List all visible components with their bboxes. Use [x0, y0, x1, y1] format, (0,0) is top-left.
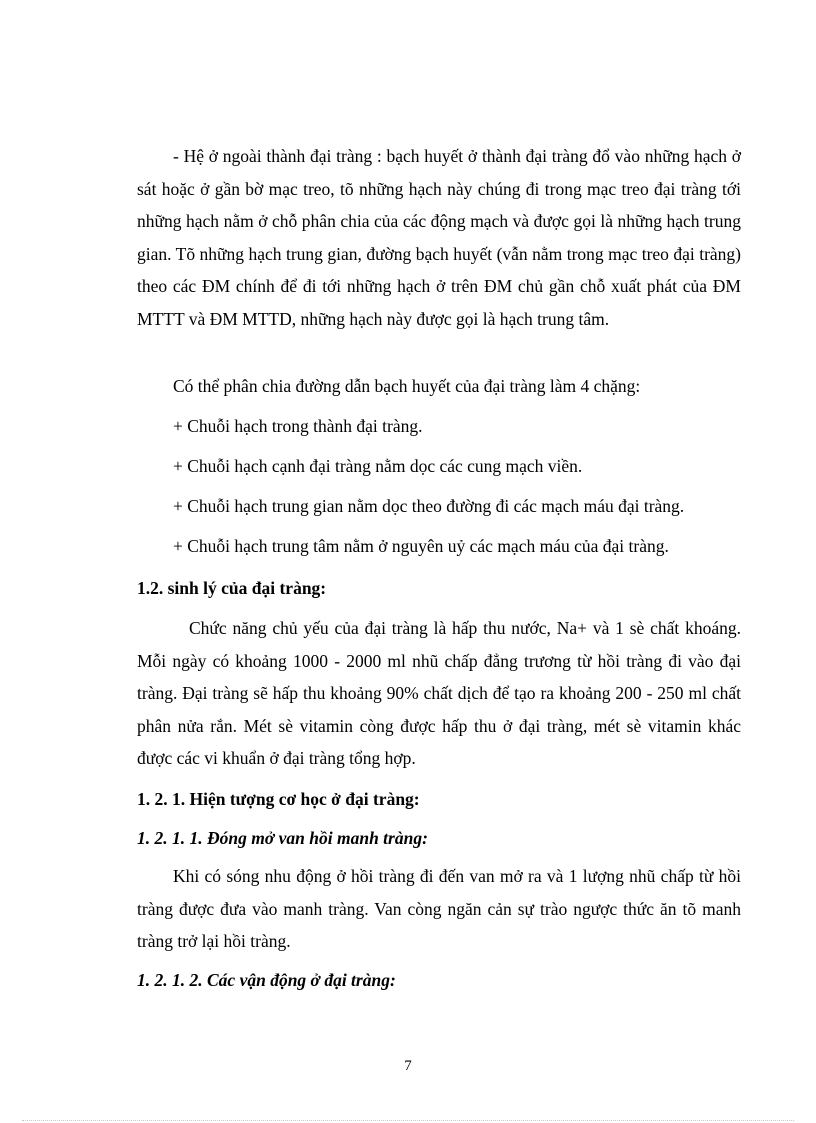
page-number: 7	[404, 1058, 412, 1074]
heading-ileocecal-valve: 1. 2. 1. 1. Đóng mở van hồi manh tràng:	[137, 828, 428, 848]
heading-physiology: 1.2. sinh lý của đại tràng:	[137, 578, 327, 598]
paragraph-ileocecal-valve: Khi có sóng nhu động ở hồi tràng đi đến van mở ra và 1 lượng nhũ chấp từ hồi tràng được đưa vào manh tràng. Van còng ngăn cản sự trào ngược thức ăn tõ manh tràng trở lại hồi tràng.	[137, 866, 741, 951]
heading-mechanical-phenomena: 1. 2. 1. Hiện tượng cơ học ở đại tràng:	[137, 789, 420, 809]
paragraph-lymph-stages-intro: Có thể phân chia đường dẫn bạch huyết của đại tràng làm 4 chặng:	[173, 376, 641, 396]
list-item-stage-4: + Chuỗi hạch trung tâm nằm ở nguyên uỷ các mạch máu của đại tràng.	[173, 536, 669, 556]
heading-colon-movements: 1. 2. 1. 2. Các vận động ở đại tràng:	[137, 970, 396, 990]
list-item-stage-1: + Chuỗi hạch trong thành đại tràng.	[173, 416, 423, 436]
paragraph-physiology: Chức năng chủ yếu của đại tràng là hấp thu nước, Na+ và 1 sè chất khoáng. Mỗi ngày có khoảng 1000 - 2000 ml nhũ chấp đẳng trương từ hồi tràng đi vào đại tràng. Đại tràng sẽ hấp thu khoảng 90% chất dịch để tạo ra khoảng 200 - 250 ml chất phân nửa rắn. Mét sè vitamin còng được hấp thu ở đại tràng, mét sè vitamin khác được các vi khuẩn ở đại tràng tổng hợp.	[137, 618, 741, 768]
list-item-stage-3: + Chuỗi hạch trung gian nằm dọc theo đường đi các mạch máu đại tràng.	[173, 496, 685, 516]
list-item-stage-2: + Chuỗi hạch cạnh đại tràng nằm dọc các cung mạch viền.	[173, 456, 583, 476]
page-bottom-divider	[22, 1120, 794, 1121]
paragraph-lymph-outer-system: - Hệ ở ngoài thành đại tràng : bạch huyết ở thành đại tràng đổ vào những hạch ở sát hoặc ở gần bờ mạc treo, tõ những hạch này chúng đi trong mạc treo đại tràng tới những hạch nằm ở chỗ phân chia của các động mạch và được gọi là những hạch trung gian. Tõ những hạch trung gian, đường bạch huyết (vẫn nằm trong mạc treo đại tràng) theo các ĐM chính để đi tới những hạch ở trên ĐM chủ gần chỗ xuất phát của ĐM MTTT và ĐM MTTD, những hạch này được gọi là hạch trung tâm.	[137, 146, 741, 329]
